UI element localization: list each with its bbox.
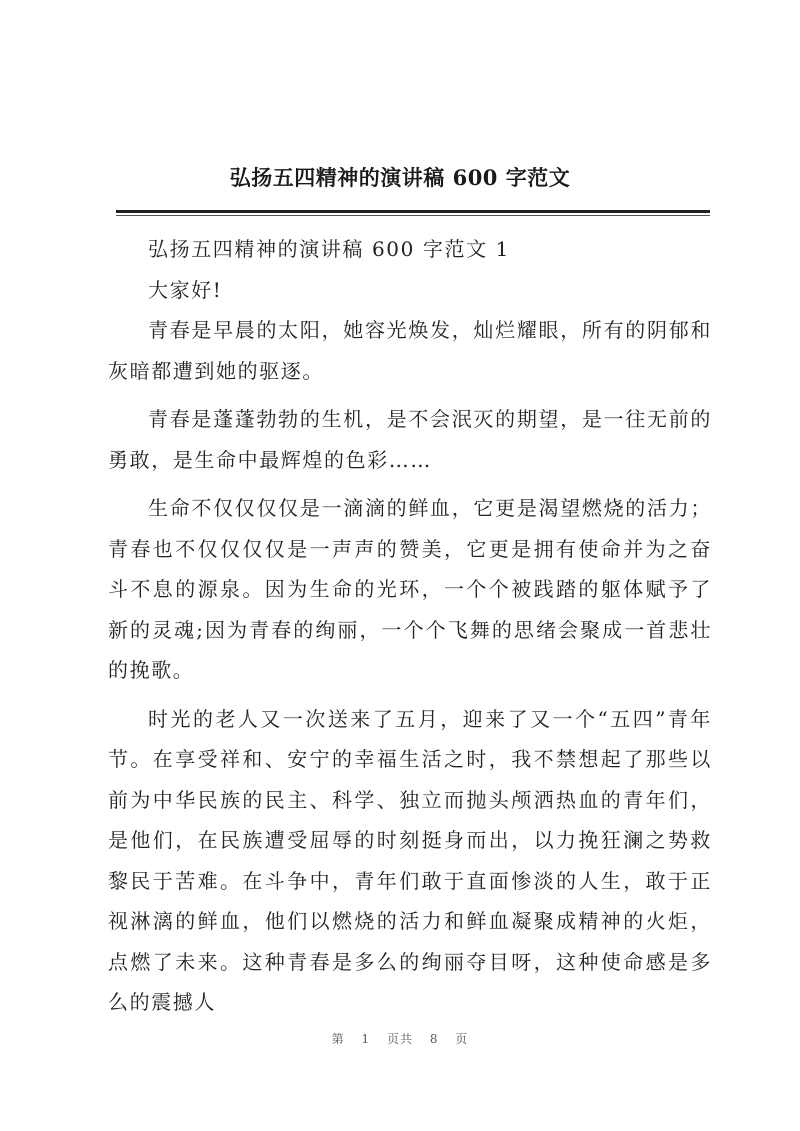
body-paragraph: 青春是早晨的太阳，她容光焕发，灿烂耀眼，所有的阴郁和灰暗都遭到她的驱逐。 (108, 318, 712, 383)
body-paragraph: 青春是蓬蓬勃勃的生机，是不会泯灭的期望，是一往无前的勇敢，是生命中最辉煌的色彩…… (108, 407, 712, 472)
body-paragraph: 生命不仅仅仅仅是一滴滴的鲜血，它更是渴望燃烧的活力；青春也不仅仅仅仅是一声声的赞美，它更是拥有使命并为之奋斗不息的源泉。因为生命的光环，一个个被践踏的躯体赋予了新的灵魂;因为青春的绚丽，一个个飞舞的思绪会聚成一首悲壮的挽歌。 (108, 496, 712, 682)
footer-suffix: 页 (455, 1032, 469, 1046)
page-footer (0, 1030, 800, 1047)
document-body (108, 229, 712, 1031)
greeting-paragraph: 大家好! (148, 277, 223, 302)
footer-middle: 页共 (386, 1032, 413, 1046)
footer-total-pages: 8 (429, 1032, 439, 1046)
section-heading: 弘扬五四精神的演讲稿 600 字范文 1 (148, 237, 510, 261)
document-title: 弘扬五四精神的演讲稿 600 字范文 (229, 165, 571, 190)
footer-page-number: 1 (361, 1032, 371, 1046)
title-divider (116, 210, 710, 213)
title-divider-thin (116, 215, 710, 216)
footer-prefix: 第 (331, 1032, 345, 1046)
body-paragraph: 时光的老人又一次送来了五月，迎来了又一个“五四”青年节。在享受祥和、安宁的幸福生活之时，我不禁想起了那些以前为中华民族的民主、科学、独立而抛头颅洒热血的青年们，是他们，在民族遭受屈辱的时刻挺身而出，以力挽狂澜之势救黎民于苦难。在斗争中，青年们敢于直面惨淡的人生，敢于正视淋漓的鲜血，他们以燃烧的活力和鲜血凝聚成精神的火炬，点燃了未来。这种青春是多么的绚丽夺目呀，这种使命感是多么的震撼人 (108, 706, 712, 1014)
